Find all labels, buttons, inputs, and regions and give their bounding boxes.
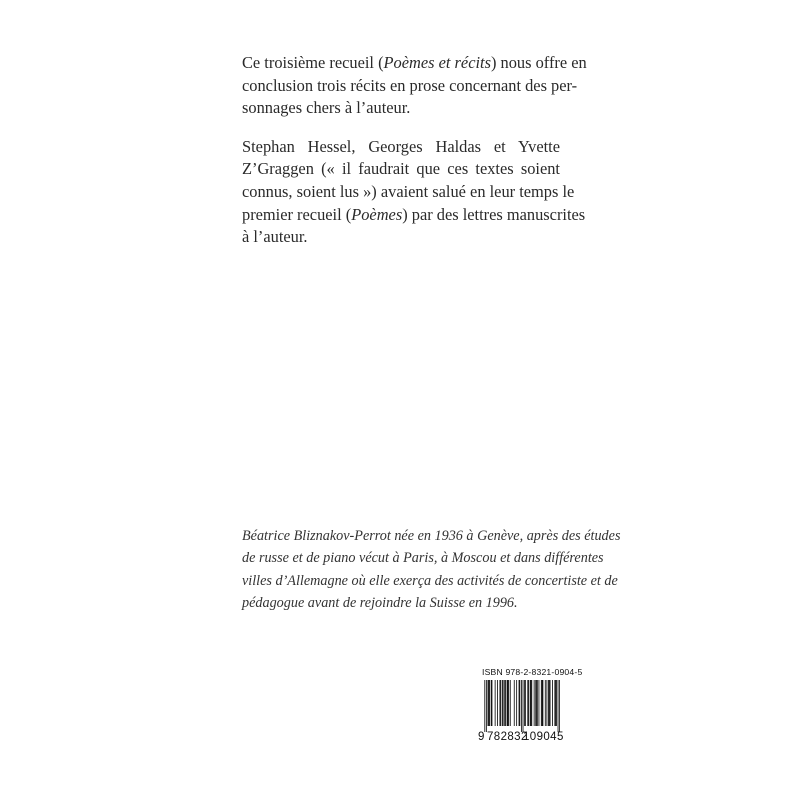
- blurb-line: connus, soient lus ») avaient salué en leur temps le: [242, 181, 575, 201]
- barcode-digits: [478, 731, 562, 745]
- barcode-guard-bar: [484, 680, 485, 732]
- barcode-bar: [534, 680, 535, 726]
- barcode-bar: [527, 680, 528, 726]
- blurb-paragraph-1: [242, 52, 587, 120]
- barcode-left-group: 782832: [487, 731, 528, 743]
- blurb-text-run: ) par des lettres manuscrites: [402, 204, 586, 224]
- bio-line: pédagogue avant de rejoindre la Suisse en 1996.: [242, 595, 518, 612]
- barcode-bar: [525, 680, 526, 726]
- blurb-line: conclusion trois récits en prose concernant des per-: [242, 75, 578, 95]
- barcode-bar: [531, 680, 532, 726]
- barcode-guard-bar: [559, 680, 560, 732]
- barcode-bar: [536, 680, 537, 726]
- barcode-bar: [519, 680, 520, 726]
- barcode-bar: [514, 680, 515, 726]
- barcode-bar: [548, 680, 549, 726]
- barcode-bar: [507, 680, 508, 726]
- barcode-bar: [488, 680, 489, 726]
- barcode-bar: [545, 680, 546, 726]
- barcode-bar: [491, 680, 492, 726]
- barcode-bar: [539, 680, 540, 726]
- blurb-text-run: Ce troisième recueil (: [242, 53, 384, 72]
- bio-line: Béatrice Bliznakov-Perrot née en 1936 à Genève, après des études: [242, 528, 621, 544]
- barcode-bar: [489, 680, 490, 726]
- barcode-bar: [537, 680, 538, 726]
- barcode-bar: [546, 680, 547, 726]
- blurb-line: sonnages chers à l’auteur.: [242, 98, 411, 118]
- author-biography: [242, 525, 621, 615]
- ean13-barcode: [478, 680, 560, 732]
- barcode-bar: [542, 680, 543, 726]
- barcode-bar: [499, 680, 500, 726]
- barcode-bar: [488, 680, 489, 726]
- barcode-bar: [550, 680, 551, 726]
- isbn-barcode-block: [478, 667, 583, 747]
- barcode-bar: [508, 680, 509, 726]
- barcode-first-digit: 9: [478, 731, 485, 743]
- barcode-bar: [555, 680, 556, 726]
- barcode-bar: [552, 680, 553, 726]
- barcode-bar: [530, 680, 531, 726]
- barcode-bar: [510, 680, 511, 726]
- barcode-bar: [535, 680, 536, 726]
- barcode-bar: [505, 680, 506, 726]
- bio-line: villes d’Allemagne où elle exerça des activités de concertiste et de: [242, 572, 618, 589]
- barcode-bar: [497, 680, 498, 726]
- book-title-italic: Poèmes et récits: [383, 53, 491, 72]
- blurb-text-run: premier recueil (: [242, 204, 352, 224]
- barcode-bar: [542, 680, 543, 726]
- barcode-bar: [524, 680, 525, 726]
- blurb-line: à l’auteur.: [242, 227, 308, 247]
- blurb-text-run: ) nous offre en: [490, 53, 587, 72]
- barcode-guard-bar: [521, 680, 522, 732]
- barcode-bar: [556, 680, 557, 726]
- barcode-guard-bar: [523, 680, 524, 732]
- barcode-bar: [502, 680, 503, 726]
- blurb-line: Z’Graggen (« il faudrait que ces textes soient: [242, 159, 560, 179]
- barcode-bar: [519, 680, 520, 726]
- barcode-bar: [531, 680, 532, 726]
- bio-line: de russe et de piano vécut à Paris, à Moscou et dans différentes: [242, 550, 604, 567]
- blurb-paragraph-2: [242, 136, 586, 249]
- barcode-bar: [528, 680, 529, 726]
- book-title-italic: Poèmes: [351, 204, 403, 224]
- barcode-bar: [495, 680, 496, 726]
- isbn-label: ISBN 978-2-8321-0904-5: [482, 667, 583, 677]
- barcode-bar: [507, 680, 508, 726]
- barcode-bar: [516, 680, 517, 726]
- blurb-line: [242, 204, 586, 227]
- barcode-guard-bar: [486, 680, 487, 732]
- barcode-bar: [549, 680, 550, 726]
- blurb-text: [242, 52, 587, 265]
- barcode-bar: [492, 680, 493, 726]
- blurb-line: [242, 52, 587, 75]
- barcode-right-group: 109045: [523, 731, 564, 743]
- barcode-bar: [554, 680, 555, 726]
- barcode-bar: [504, 680, 505, 726]
- barcode-bar: [500, 680, 501, 726]
- blurb-line: Stephan Hessel, Georges Haldas et Yvette: [242, 136, 560, 156]
- barcode-bar: [503, 680, 504, 726]
- barcode-bar: [541, 680, 542, 726]
- barcode-guard-bar: [558, 680, 559, 732]
